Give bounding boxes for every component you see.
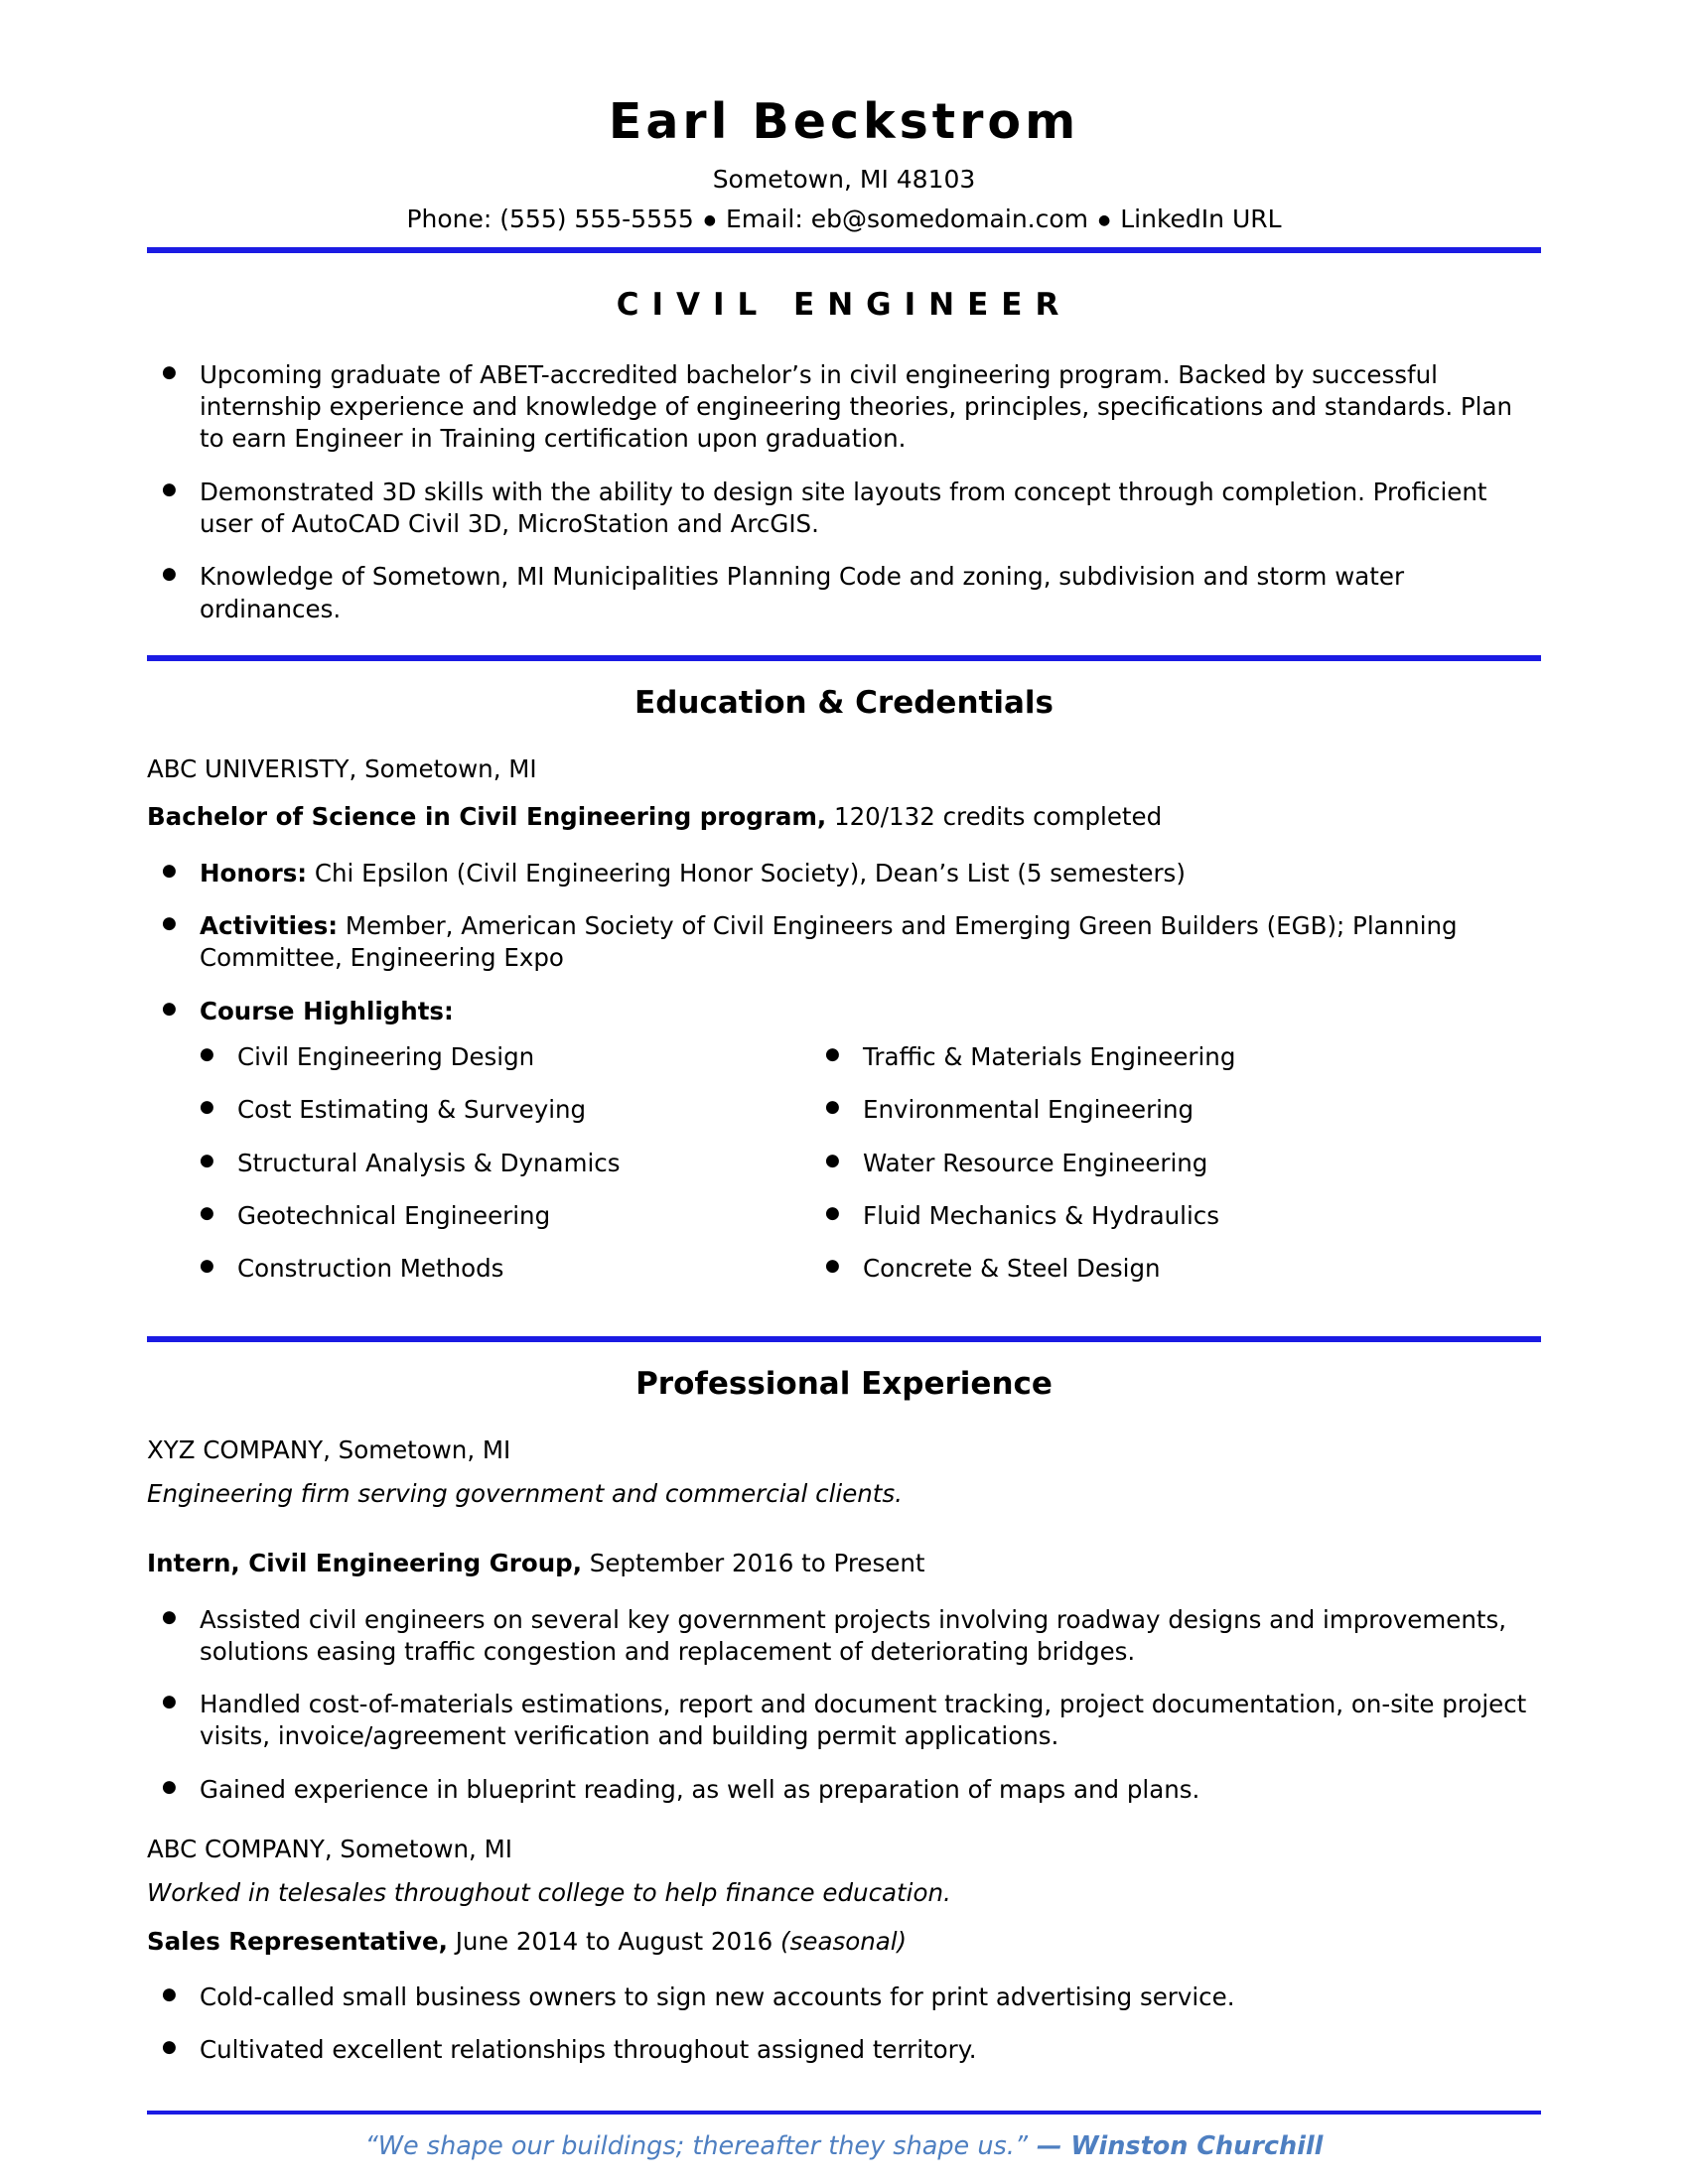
section-heading-experience: Professional Experience — [635, 1365, 1053, 1402]
quote-attribution: — Winston Churchill — [1028, 2130, 1324, 2161]
activities-item — [162, 910, 1541, 975]
job-role-dates: September 2016 to Present — [582, 1549, 925, 1578]
job-bullet: ● Cold-called small business owners to sign new accounts for print advertising service. — [162, 1981, 1541, 2013]
job-bullet: ● Cultivated excellent relationships throughout assigned territory. — [162, 2034, 1541, 2066]
degree-line — [147, 801, 1541, 833]
phone-text: Phone: (555) 555-5555 — [406, 204, 694, 233]
job-role-note: (seasonal) — [780, 1926, 908, 1956]
section-heading-education: Education & Credentials — [634, 685, 1054, 722]
school-line: ABC UNIVERISTY, Sometown, MI — [147, 754, 537, 783]
job-bullet-list — [147, 1604, 1541, 1807]
header-divider — [147, 247, 1541, 253]
section-divider — [147, 1336, 1541, 1342]
job-description: Engineering firm serving government and commercial clients. — [147, 1478, 903, 1508]
course-item: ● Cost Estimating & Surveying — [200, 1094, 825, 1126]
job-role-dates: June 2014 to August 2016 — [447, 1926, 781, 1956]
section-divider — [147, 655, 1541, 661]
course-item: ● Traffic & Materials Engineering — [825, 1041, 1541, 1073]
course-item: ● Civil Engineering Design — [200, 1041, 825, 1073]
job-bullet: ● Assisted civil engineers on several key government projects involving roadway designs and improvements, solutions easing traffic congestion and replacement of deteriorating bridges. — [162, 1604, 1541, 1669]
summary-bullet: ● Demonstrated 3D skills with the ability to design site layouts from concept through completion. Proficient user of AutoCAD Civil 3D, MicroStation and ArcGIS. — [162, 477, 1541, 541]
email-text: Email: eb@somedomain.com — [726, 204, 1089, 233]
job-role-title: Sales Representative, — [147, 1926, 448, 1956]
course-columns — [200, 1041, 1541, 1306]
job-bullet: ● Gained experience in blueprint reading, as well as preparation of maps and plans. — [162, 1774, 1541, 1806]
course-highlights-item — [162, 996, 1541, 1306]
honors-text: Chi Epsilon (Civil Engineering Honor Society), Dean’s List (5 semesters) — [307, 858, 1186, 887]
job-role-line — [147, 1926, 1541, 1958]
course-item: ● Geotechnical Engineering — [200, 1200, 825, 1232]
summary-list — [147, 359, 1541, 625]
professional-title: CIVIL ENGINEER — [616, 286, 1072, 323]
bullet-separator-icon: ● — [1098, 211, 1111, 228]
honors-item — [162, 858, 1541, 889]
linkedin-text: LinkedIn URL — [1120, 204, 1282, 233]
job-bullet: ● Handled cost-of-materials estimations, report and document tracking, project documentation, on-site project visits, invoice/agreement verification and building permit applications. — [162, 1689, 1541, 1753]
candidate-name: Earl Beckstrom — [608, 93, 1080, 150]
contact-line — [147, 203, 1541, 235]
summary-bullet: ● Knowledge of Sometown, MI Municipalities Planning Code and zoning, subdivision and storm water ordinances. — [162, 561, 1541, 625]
job-description: Worked in telesales throughout college to help finance education. — [147, 1878, 951, 1908]
degree-name: Bachelor of Science in Civil Engineering program, — [147, 802, 827, 832]
course-item: ● Structural Analysis & Dynamics — [200, 1148, 825, 1179]
candidate-location: Sometown, MI 48103 — [712, 164, 976, 194]
job-bullet-list — [147, 1981, 1541, 2067]
quote-text: “We shape our buildings; thereafter they shape us.” — [364, 2130, 1029, 2161]
footer-divider — [147, 2111, 1541, 2115]
job-role-title: Intern, Civil Engineering Group, — [147, 1549, 583, 1578]
degree-credits: 120/132 credits completed — [826, 802, 1163, 832]
course-item: ● Environmental Engineering — [825, 1094, 1541, 1126]
honors-label: Honors: — [200, 858, 308, 887]
job-role-line — [147, 1548, 1541, 1579]
course-list-right — [825, 1041, 1541, 1306]
course-item: ● Construction Methods — [200, 1253, 825, 1285]
summary-bullet: ● Upcoming graduate of ABET-accredited bachelor’s in civil engineering program. Backed by successful internship experience and knowledge of engineering theories, principles, specifications and standards. Plan to earn Engineer in Training certification upon graduation. — [162, 359, 1541, 456]
course-item: ● Concrete & Steel Design — [825, 1253, 1541, 1285]
footer-quote — [147, 2130, 1541, 2164]
bullet-separator-icon: ● — [703, 211, 716, 228]
education-list — [147, 858, 1541, 1306]
course-list-left — [200, 1041, 825, 1306]
activities-label: Activities: — [200, 910, 339, 940]
course-item: ● Water Resource Engineering — [825, 1148, 1541, 1179]
job-company: ABC COMPANY, Sometown, MI — [147, 1835, 512, 1864]
course-highlights-label: Course Highlights: — [200, 996, 454, 1025]
job-company: XYZ COMPANY, Sometown, MI — [147, 1434, 511, 1464]
course-item: ● Fluid Mechanics & Hydraulics — [825, 1200, 1541, 1232]
activities-text: Member, American Society of Civil Engineers and Emerging Green Builders (EGB); Planning Committee, Engineering Expo — [200, 910, 1458, 973]
